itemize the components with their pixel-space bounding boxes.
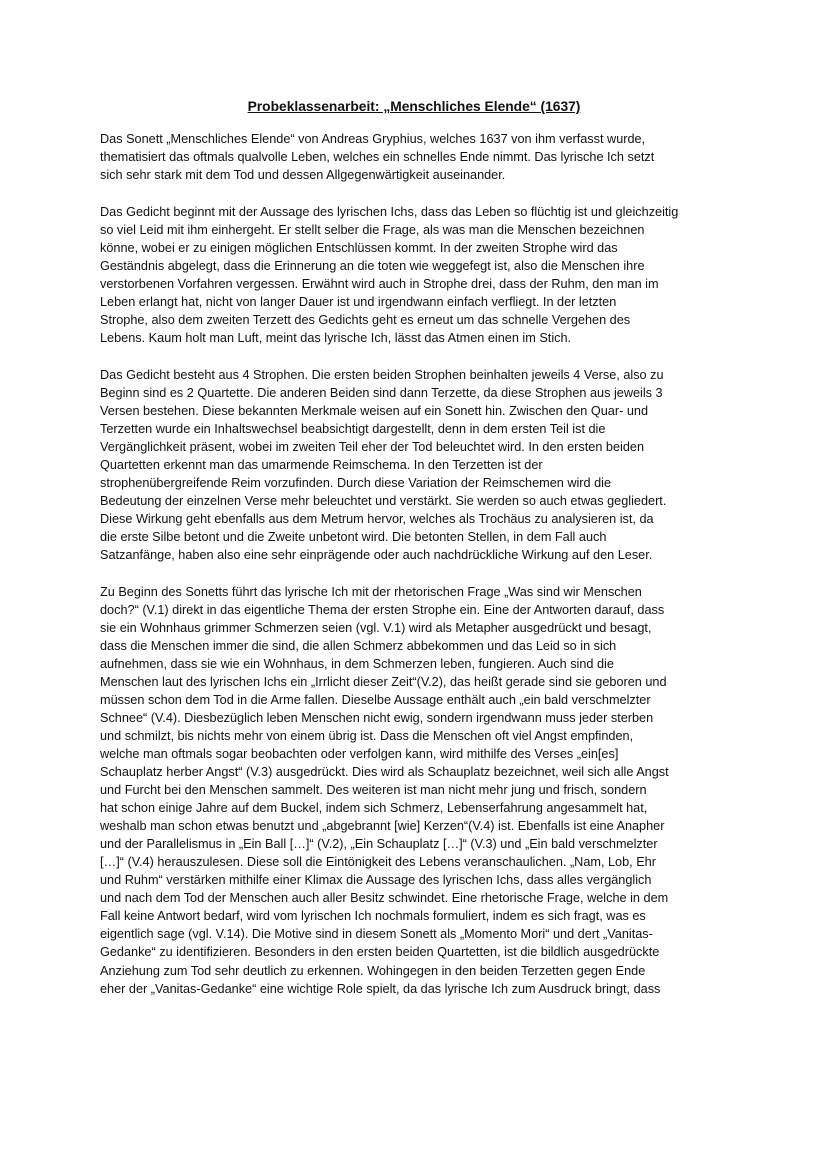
text-line: Satzanfänge, haben also eine sehr einprägende oder auch nachdrückliche Wirkung auf den Leser. bbox=[100, 547, 653, 562]
text-line: Bedeutung der einzelnen Verse mehr beleuchtet und verstärkt. Sie werden so auch etwas gegliedert. bbox=[100, 493, 667, 508]
text-line: Das Gedicht beginnt mit der Aussage des lyrischen Ichs, dass das Leben so flüchtig ist und gleichzeitig bbox=[100, 204, 679, 219]
text-line: Diese Wirkung geht ebenfalls aus dem Metrum hervor, welches als Trochäus zu analysieren ist, da bbox=[100, 511, 654, 526]
text-line: und schmilzt, bis nichts mehr von einem übrig ist. Dass die Menschen oft viel Angst empfinden, bbox=[100, 728, 634, 743]
text-line: Das Sonett „Menschliches Elende“ von Andreas Gryphius, welches 1637 von ihm verfasst wurde, bbox=[100, 132, 646, 146]
text-line: Schauplatz herber Angst“ (V.3) ausgedrückt. Dies wird als Schauplatz bezeichnet, weil sich alle Angst bbox=[100, 765, 669, 779]
text-line: Zu Beginn des Sonetts führt das lyrische Ich mit der rhetorischen Frage „Was sind wir Menschen bbox=[100, 584, 642, 599]
text-line: Menschen laut des lyrischen Ichs ein „Irrlicht dieser Zeit“(V.2), das heißt gerade sind sie geboren und bbox=[100, 674, 667, 689]
text-line: Leben erlangt hat, nicht von langer Dauer ist und irgendwann einfach verfliegt. In der letzten bbox=[100, 294, 617, 309]
text-line: müssen schon dem Tod in die Arme fallen. Dieselbe Aussage enthält auch „ein bald verschmelzter bbox=[100, 692, 651, 707]
text-line: Quartetten erkennt man das umarmende Reimschema. In den Terzetten ist der bbox=[100, 457, 543, 472]
text-line: und der Parallelismus in „Ein Ball […]“ (V.2), „Ein Schauplatz […]“ (V.3) und „Ein bald verschmelzter bbox=[100, 837, 658, 852]
text-line: Terzetten wurde ein Inhaltswechsel beabsichtigt dargestellt, denn in dem ersten Teil ist die bbox=[100, 421, 606, 436]
text-line: eigentlich sage (vgl. V.14). Die Motive sind in diesem Sonett als „Momento Mori“ und dert „Vanitas- bbox=[100, 927, 653, 942]
text-line: so viel Leid mit ihm einhergeht. Er stellt selber die Frage, als was man die Menschen bezeichnen bbox=[100, 222, 645, 237]
text-line: und Ruhm“ verstärken mithilfe einer Klimax die Aussage des lyrischen Ichs, dass alles vergänglich bbox=[100, 873, 652, 888]
text-line: die erste Silbe betont und die Zweite unbetont wird. Die betonten Stellen, in dem Fall auch bbox=[100, 529, 607, 544]
text-line: Strophe, also dem zweiten Terzett des Gedichts geht es erneut um das schnelle Vergehen des bbox=[100, 312, 631, 327]
document-body bbox=[100, 130, 725, 1016]
paragraph-4 bbox=[100, 583, 725, 998]
paragraph-2 bbox=[100, 203, 725, 347]
text-line: Anziehung zum Tod sehr deutlich zu erkennen. Wohingegen in den beiden Terzetten gegen Ende bbox=[100, 963, 646, 978]
text-line: Lebens. Kaum holt man Luft, meint das lyrische Ich, lässt das Atmen einen im Stich. bbox=[100, 330, 572, 345]
text-line: thematisiert das oftmals qualvolle Leben, welches ein schnelles Ende nimmt. Das lyrische Ich setzt bbox=[100, 150, 655, 165]
text-line: und nach dem Tod der Menschen auch aller Besitz schwindet. Eine rhetorische Frage, welche in dem bbox=[100, 891, 669, 906]
text-line: Geständnis abgelegt, dass die Erinnerung an die toten wie weggefegt ist, also die Menschen ihre bbox=[100, 258, 645, 273]
text-line: doch?“ (V.1) direkt in das eigentliche Thema der ersten Strophe ein. Eine der Antworten darauf, dass bbox=[100, 602, 665, 617]
text-line: Schnee“ (V.4). Diesbezüglich leben Menschen nicht ewig, sondern irgendwann muss jeder sterben bbox=[100, 710, 654, 725]
text-line: eher der „Vanitas-Gedanke“ eine wichtige Role spielt, da das lyrische Ich zum Ausdruck bringt, dass bbox=[100, 981, 661, 996]
text-line: und Furcht bei den Menschen sammelt. Des weiteren ist man nicht mehr jung und frisch, sondern bbox=[100, 783, 647, 798]
text-line: Fall keine Antwort bedarf, wird vom lyrischen Ich nochmals formuliert, indem es sich fragt, was es bbox=[100, 909, 646, 924]
text-line: Beginn sind es 2 Quartette. Die anderen Beiden sind dann Terzette, da diese Strophen aus jeweils 3 bbox=[100, 385, 663, 400]
text-line: Gedanke“ zu identifizieren. Besonders in den ersten beiden Quartetten, ist die bildlich ausgedrückte bbox=[100, 945, 660, 960]
text-line: […]“ (V.4) herauszulesen. Diese soll die Eintönigkeit des Lebens veranschaulichen. „Nam, Lob, Ehr bbox=[100, 855, 656, 870]
text-line: welche man oftmals sogar beobachten oder verfolgen kann, wird mithilfe des Verses „ein[es] bbox=[100, 746, 619, 761]
text-line: aufnehmen, dass sie wie ein Wohnhaus, in dem Schmerzen leben, fungieren. Auch sind die bbox=[100, 656, 614, 671]
text-line: sie ein Wohnhaus grimmer Schmerzen seien (vgl. V.1) wird als Metapher ausgedrückt und besagt, bbox=[100, 620, 652, 635]
page-title: Probeklassenarbeit: „Menschliches Elende“ (1637) bbox=[247, 99, 581, 114]
text-line: könne, wobei er zu einigen möglichen Entschlüssen kommt. In der zweiten Strophe wird das bbox=[100, 240, 618, 255]
text-line: weshalb man schon etwas benutzt und „abgebrannt [wie] Kerzen“(V.4) ist. Ebenfalls ist eine Anapher bbox=[100, 819, 665, 834]
paragraph-3 bbox=[100, 366, 725, 565]
text-line: dass die Menschen immer die sind, die allen Schmerz abbekommen und das Leid so in sich bbox=[100, 638, 617, 653]
text-line: sich sehr stark mit dem Tod und dessen Allgegenwärtigkeit auseinander. bbox=[100, 168, 506, 183]
text-line: hat schon einige Jahre auf dem Buckel, indem sich Schmerz, Lebenserfahrung angesammelt hat, bbox=[100, 801, 648, 816]
text-line: strophenübergreifende Reim vorzufinden. Durch diese Variation der Reimschemen wird die bbox=[100, 475, 612, 490]
text-line: Versen bestehen. Diese bekannten Merkmale weisen auf ein Sonett hin. Zwischen den Quar- und bbox=[100, 403, 649, 418]
text-line: Das Gedicht besteht aus 4 Strophen. Die ersten beiden Strophen beinhalten jeweils 4 Verse, also zu bbox=[100, 367, 664, 382]
text-line: Vergänglichkeit präsent, wobei im zweiten Teil eher der Tod beleuchtet wird. In den ersten beiden bbox=[100, 439, 645, 454]
paragraph-1 bbox=[100, 130, 725, 184]
text-line: verstorbenen Vorfahren vergessen. Erwähnt wird auch in Strophe drei, dass der Ruhm, den man im bbox=[100, 276, 659, 291]
